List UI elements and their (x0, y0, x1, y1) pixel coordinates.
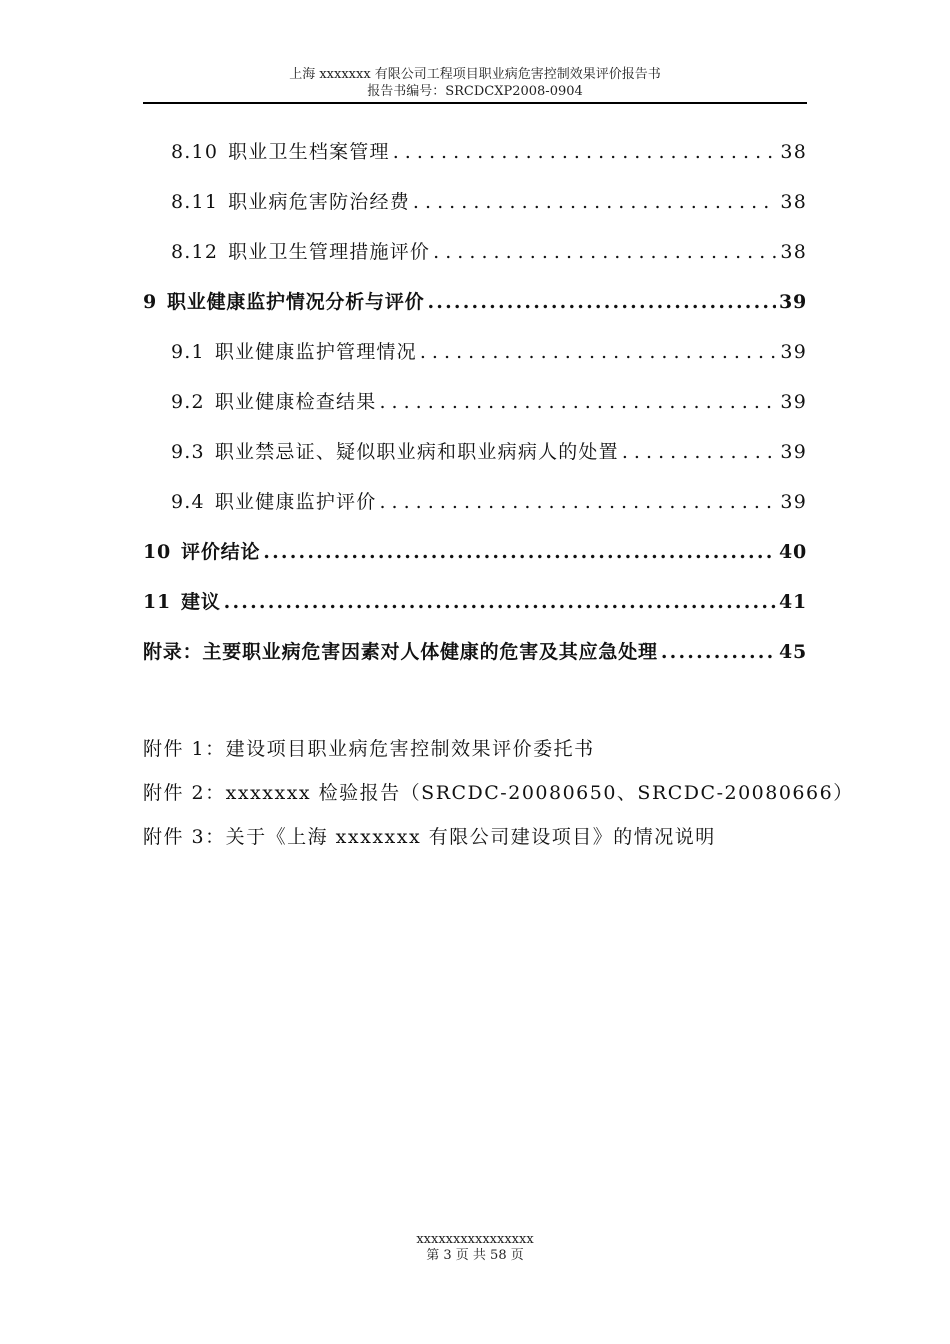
toc-entry-8-12[interactable] (143, 227, 807, 277)
toc-entry-number: 11 (143, 591, 172, 613)
toc-entry-9-3[interactable] (143, 427, 807, 477)
toc-entry-title: 附录：主要职业病危害因素对人体健康的危害及其应急处理 (143, 641, 658, 663)
attachment-item: 附件 1：建设项目职业病危害控制效果评价委托书 (143, 738, 595, 760)
header-divider (143, 102, 807, 104)
toc-entry-9-2[interactable] (143, 377, 807, 427)
toc-entry-title: 评价结论 (181, 541, 261, 563)
toc-entry-page: 39 (780, 441, 807, 463)
attachment-list (143, 727, 854, 859)
toc-entry-page: 45 (778, 641, 807, 663)
toc-entry-number: 8.12 (171, 241, 219, 263)
toc-entry-title: 职业健康监护管理情况 (214, 341, 417, 363)
toc-entry-appendix[interactable] (143, 627, 807, 677)
toc-entry-title: 职业病危害防治经费 (228, 191, 410, 213)
header-title: 上海 xxxxxxx 有限公司工程项目职业病危害控制效果评价报告书 (289, 67, 661, 82)
toc-leader-dots (433, 227, 777, 277)
toc-entry-number: 8.10 (171, 141, 219, 163)
toc-leader-dots (413, 177, 778, 227)
toc-entry-page: 38 (780, 191, 807, 213)
attachment-item: 附件 2：xxxxxxx 检验报告（SRCDC-20080650、SRCDC-20080666） (143, 782, 854, 804)
toc-entry-11[interactable] (143, 577, 807, 627)
toc-entry-8-10[interactable] (143, 127, 807, 177)
toc-entry-number: 10 (143, 541, 172, 563)
toc-entry-8-11[interactable] (143, 177, 807, 227)
toc-entry-number: 9 (143, 291, 158, 313)
toc-leader-dots (224, 577, 776, 627)
toc-entry-number: 9.1 (171, 341, 205, 363)
attachment-item: 附件 3：关于《上海 xxxxxxx 有限公司建设项目》的情况说明 (143, 826, 716, 848)
toc-entry-page: 38 (780, 141, 807, 163)
toc-leader-dots (379, 377, 777, 427)
toc-leader-dots (622, 427, 778, 477)
toc-leader-dots (661, 627, 776, 677)
toc-entry-page: 41 (778, 591, 807, 613)
toc-entry-number: 9.4 (171, 491, 205, 513)
toc-entry-page: 40 (778, 541, 807, 563)
toc-entry-page: 39 (780, 341, 807, 363)
header-report-number: 报告书编号：SRCDCXP2008-0904 (367, 84, 583, 99)
toc-entry-number: 9.2 (171, 391, 205, 413)
table-of-contents (143, 127, 807, 677)
toc-entry-title: 职业健康监护情况分析与评价 (167, 291, 425, 313)
toc-entry-title: 建议 (181, 591, 221, 613)
toc-entry-number: 9.3 (171, 441, 205, 463)
page-footer (0, 1232, 950, 1264)
toc-entry-page: 38 (780, 241, 807, 263)
footer-company: xxxxxxxxxxxxxxxx (416, 1232, 534, 1247)
toc-entry-page: 39 (780, 391, 807, 413)
toc-entry-title: 职业健康检查结果 (214, 391, 377, 413)
toc-entry-page: 39 (778, 291, 807, 313)
toc-entry-10[interactable] (143, 527, 807, 577)
toc-leader-dots (420, 327, 778, 377)
page-header (143, 66, 807, 100)
toc-entry-title: 职业健康监护评价 (214, 491, 377, 513)
toc-entry-number: 8.11 (171, 191, 219, 213)
toc-entry-title: 职业禁忌证、疑似职业病和职业病病人的处置 (214, 441, 619, 463)
toc-entry-9-1[interactable] (143, 327, 807, 377)
toc-leader-dots (263, 527, 776, 577)
toc-entry-title: 职业卫生管理措施评价 (228, 241, 431, 263)
toc-entry-9[interactable] (143, 277, 807, 327)
toc-entry-title: 职业卫生档案管理 (228, 141, 390, 163)
toc-entry-page: 39 (780, 491, 807, 513)
toc-entry-9-4[interactable] (143, 477, 807, 527)
toc-leader-dots (393, 127, 778, 177)
toc-leader-dots (427, 277, 776, 327)
footer-page-number: 第 3 页 共 58 页 (426, 1248, 524, 1263)
toc-leader-dots (379, 477, 777, 527)
